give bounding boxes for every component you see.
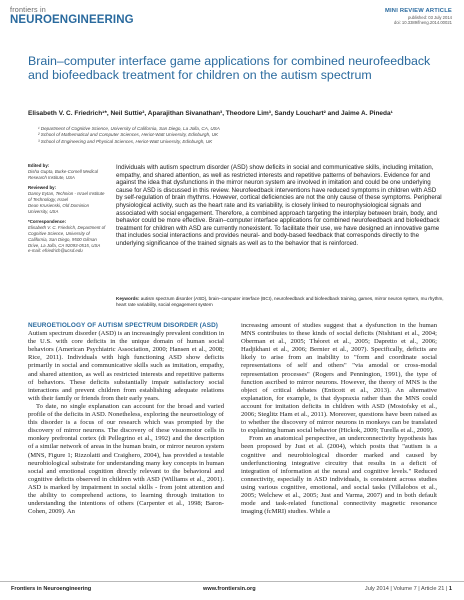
body-paragraph: increasing amount of studies suggest that a dysfunction in the human MNS contributes to these kinds of social deficits (Nishitani et al., 2004; Oberman et al., 2005; Théoret et al., 2005; Dapretto et al., 2006; Hadjikhani et al., 2006; Bernier et al., 2007). Specifically, deficits are likely to arise from an inability to "form and coordinate social representations of self and others" "via amodal or cross-modal representation processes" (Rogers and Pennington, 1991), the type of function ascribed to mirror neurons. However, the theory of MNS is the object of critical debates (Enticott et al., 2013). An alternative explanation, for example, is that dyspraxia rather than the MNS could account for imitation deficits in children with ASD (Mostofsky et al., 2006; Steglitz Ham et al., 2011). Moreover, questions have been raised as to whether the discovery of mirror neurons in monkeys can be translated to explaining human social behavior (Hickok, 2009; Turella et al., 2009). — [241, 322, 437, 435]
correspondence-value[interactable]: Elisabeth V. C. Friedrich, Department of Cognitive Science, University of California, San Diego, 9500 Gilman Drive, La Jolla, CA 92093-0515, USA e-mail: efriedrich@ucsd.edu — [28, 225, 106, 254]
body-paragraph: To date, no single explanation can account for the broad and varied profile of the deficits in ASD. Nonetheless, exploring the neuroetiology of this disorder is a focus of our research which was prompted by the discovery of mirror neurons. The discovery of these visuomotor cells in monkey prefrontal cortex (di Pellegrino et al., 1992) and the description of a similar network of areas in the human brain, or mirror neuron system (MNS, Figure 1; Rizzolatti and Craighero, 2004), has provided a testable neurobiological substrate for understanding many key concepts in human social and emotional cognition directly relevant to the behavioral and cognitive deficits observed in children with ASD (Williams et al., 2001). ASD is marked by impairment in social skills - from joint attention and the ability to comprehend actions, to learning through imitation to understanding the intentions of others (Carpenter et al., 1998; Baron-Cohen, 2009). An — [28, 402, 224, 516]
page-number: 1 — [448, 586, 452, 592]
abstract-text: Individuals with autism spectrum disorder (ASD) show deficits in social and communicative skills, including imitation, empathy, and shared attention, as well as restricted interests and repetitive patterns of behaviors. Evidence for and against the idea that dysfunctions in the mirror neuron system are involved in imitation and could be one underlying cause for ASD is discussed in this review. Neurofeedback interventions have reduced symptoms in children with ASD by self-regulation of brain rhythms. However, cortical deficiencies are not the only cause of these symptoms. Peripheral physiological activity, such as the heart rate and its variability, is closely linked to neurophysiological signals and associated with social engagement. Therefore, a combined approach targeting the interplay between brain, body, and behavior could be more effective. Brain–computer interface applications for combined neurofeedback and biofeedback treatment for children with ASD are currently nonexistent. To facilitate their use, we have designed an innovative game that includes social interactions and provides neural- and body-based feedback that corresponds directly to the underlying significance of the trained signals as well as to the behavior that is reinforced. — [116, 164, 442, 247]
footer-journal: Frontiers in Neuroengineering — [11, 586, 92, 592]
reviewed-by-value: Danny Eytan, Technion - Israel Institute of Technology, Israel Dean Krusienski, Old Dominion University, USA — [28, 191, 105, 214]
body-paragraph: From an anatomical perspective, an underconnectivity hypothesis has been proposed by Just et al. (2004), which posits that "autism is a cognitive and neurobiological disorder marked and caused by underfunctioning integrative circuitry that results in a deficit of integration of information at the neural and cognitive levels." Reduced connectivity, especially in ASD individuals, is consistent across studies using various cognitive, emotional, and social tasks (Villalobos et al., 2005; Welchew et al., 2005; Just and Varma, 2007) and in both default mode and task-related functional connectivity magnetic resonance imaging (fcMRI) studies. While a — [241, 435, 437, 516]
edited-by-value: Disha Gupta, Burke-Cornell Medical Research Institute, USA — [28, 168, 99, 180]
reviewed-by-label: Reviewed by: — [28, 185, 57, 191]
footer-issue: July 2014 | Volume 7 | Article 21 | — [364, 586, 448, 592]
footer-divider — [0, 581, 464, 582]
doi[interactable]: doi: 10.3389/fneng.2014.00021 — [394, 20, 452, 26]
article-info-sidebar — [28, 163, 108, 259]
journal-logo — [10, 5, 134, 26]
keywords-text: autism spectrum disorder (ASD), brain–computer interface (BCI), neurofeedback and biofeedback training, games, mirror neuron system, mu rhythm, heart rate variability, social engagement system — [116, 296, 444, 307]
author-list: Elisabeth V. C. Friedrich¹*, Neil Suttie², Aparajithan Sivanathan³, Theodore Lim³, Sandy Louchart² and Jaime A. Pineda¹ — [28, 110, 393, 117]
footer-website[interactable]: www.frontiersin.org — [203, 586, 256, 592]
abstract — [116, 164, 444, 248]
affiliation: ² School of Mathematical and Computer Sciences, Heriot-Watt University, Edinburgh, UK — [38, 132, 219, 138]
affiliation: ³ School of Engineering and Physical Sciences, Heriot-Watt University, Edinburgh, UK — [38, 138, 213, 144]
logo-top-text: frontiers in — [10, 5, 46, 14]
article-header-meta — [282, 8, 452, 25]
body-paragraph: Autism spectrum disorder (ASD) is an increasingly prevalent condition in the U.S. with core deficits in the unique domain of human social behaviors (American Psychiatric Association, 2000; Hansen et al., 2008; Rice, 2011). Individuals with high functioning ASD show deficits primarily in social and communicative skills such as imitation, empathy, and shared attention, as well as restricted interests and repetitive patterns of behaviors. These deficits substantially impair satisfactory social interactions and prevent children from establishing adequate relations with their family or friends from their early years. — [28, 330, 224, 402]
section-heading: NEUROETIOLOGY OF AUTISM SPECTRUM DISORDER (ASD) — [28, 322, 219, 329]
published-date: published: 03 July 2014 — [407, 15, 452, 20]
correspondence-label: *Correspondence: — [28, 219, 67, 225]
affiliations — [38, 126, 438, 145]
article-title: Brain–computer interface game applications for combined neurofeedback and biofeedback treatment for children on the autism spectrum — [28, 54, 431, 82]
keywords-label: Keywords: — [116, 296, 140, 301]
body-column-left — [28, 322, 224, 516]
article-type: MINI REVIEW ARTICLE — [384, 8, 452, 14]
logo-main-text: NEUROENGINEERING — [10, 14, 134, 26]
footer-issue-info — [365, 586, 452, 592]
edited-by-label: Edited by: — [28, 163, 50, 168]
body-column-right — [241, 322, 437, 516]
keywords — [116, 296, 444, 308]
affiliation: ¹ Department of Cognitive Science, University of California, San Diego, La Jolla, CA, USA — [38, 126, 220, 131]
